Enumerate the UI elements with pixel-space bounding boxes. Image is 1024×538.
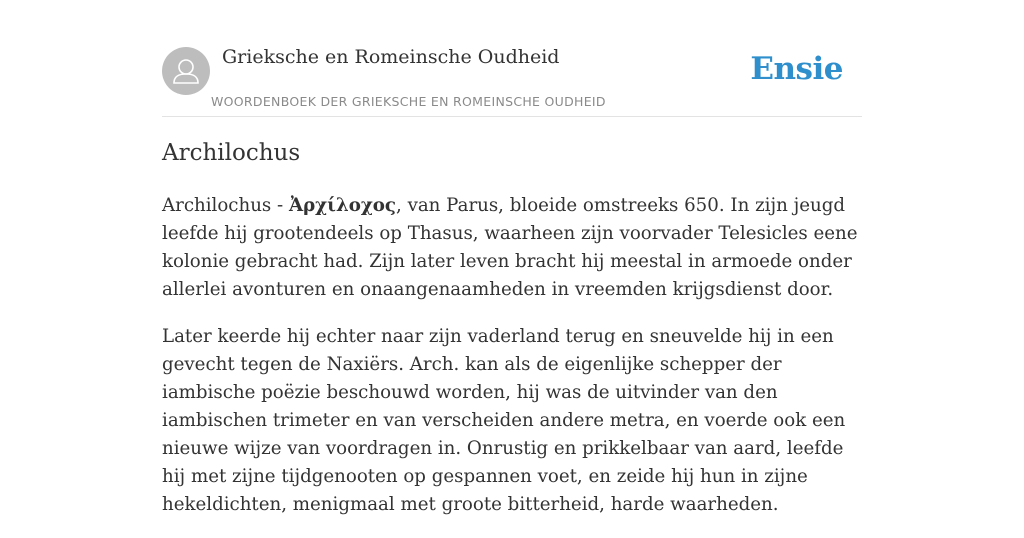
source-title[interactable]: Grieksche en Romeinsche Oudheid [222,46,560,68]
paragraph-1-lead: Archilochus - [162,195,289,216]
page-title: Archilochus [162,140,301,166]
header [162,0,862,117]
article-body [162,192,862,538]
user-avatar-icon[interactable] [162,47,210,95]
page [162,0,862,515]
brand-logo[interactable]: Ensie [750,51,843,87]
source-subtitle[interactable]: WOORDENBOEK DER GRIEKSCHE EN ROMEINSCHE OUDHEID [211,94,606,109]
paragraph-1-rest: , van Parus, bloeide omstreeks 650. In zijn jeugd leefde hij grootendeels op Thasus, waarheen zijn voorvader Telesicles eene kolonie gebracht had. Zijn later leven bracht hij meestal in armoede onder allerlei avonturen en onaangenaamheden in vreemden krijgsdienst door. [162,195,858,300]
paragraph-2: Later keerde hij echter naar zijn vaderland terug en sneuvelde hij in een gevecht tegen de Naxiërs. Arch. kan als de eigenlijke schepper der iambische poëzie beschouwd worden, hij was de uitvinder van den iambischen trimeter en van verscheiden andere metra, en voerde ook een nieuwe wijze van voordragen in. Onrustig en prikkelbaar van aard, leefde hij met zijne tijdgenooten op gespannen voet, en zeide hij hun in zijne hekeldichten, menigmaal met groote bitterheid, harde waarheden. [162,326,846,515]
paragraph-1 [162,192,862,304]
greek-name: Ἀρχίλοχος [288,195,396,216]
